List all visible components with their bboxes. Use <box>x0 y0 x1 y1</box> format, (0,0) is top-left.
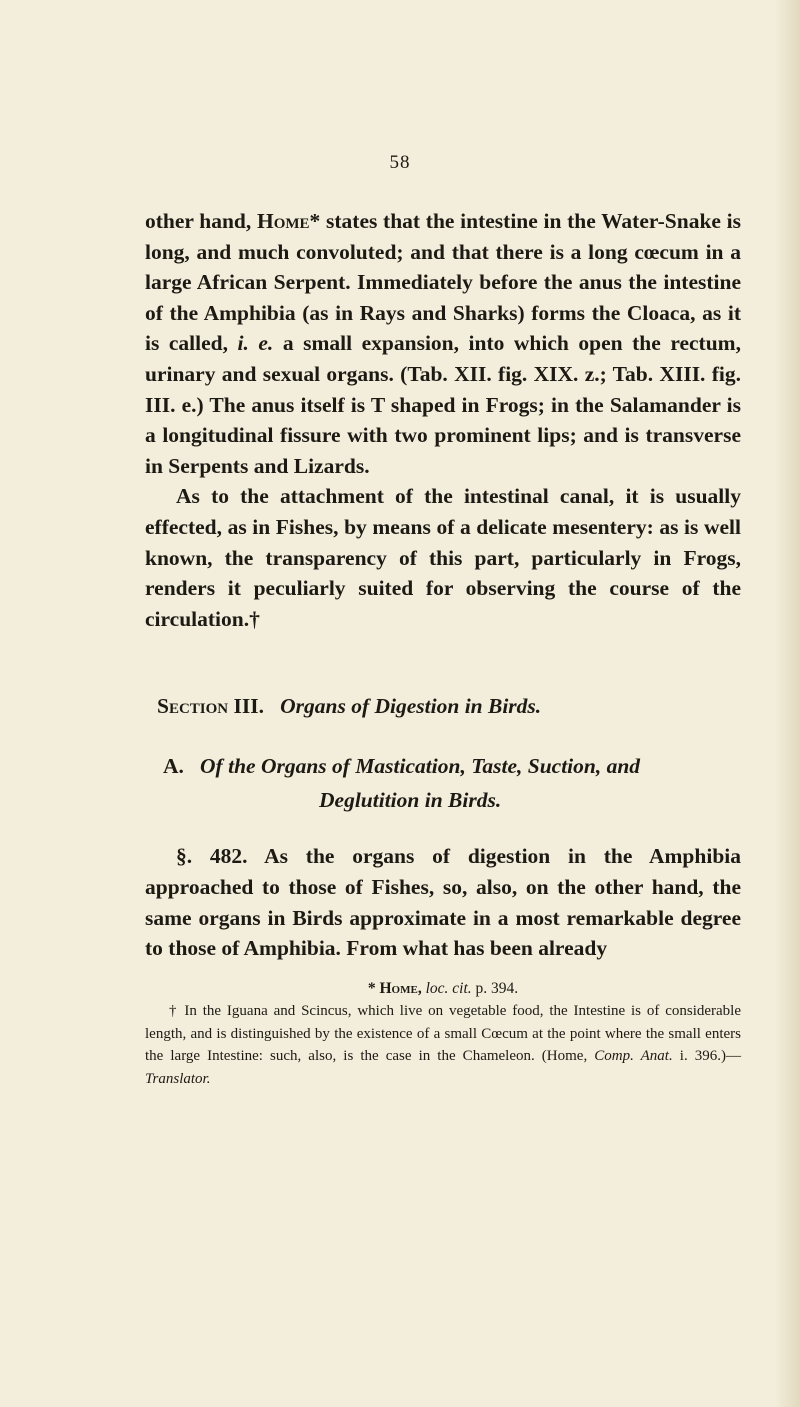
page-edge-shadow <box>774 0 800 1407</box>
paragraph-1-text-b: states that the intestine in the Water-Snake is long, and much convoluted; and that there is a long cœcum in a large African Serpent. Immediately before the anus the intestine of the Amphibia (as in Rays and Sharks) forms the Cloaca, as it is called, <box>145 209 742 356</box>
subsection-letter: A. <box>163 754 184 779</box>
subsection-title-line-1: Of the Organs of Mastication, Taste, Suction, and <box>200 754 641 779</box>
footnote-1-prefix: * Home, <box>367 979 422 997</box>
paragraph-2: As to the attachment of the intestinal canal, it is usually effected, as in Fishes, by means of a delicate mesentery: as is well known, the transparency of this part, particularly in Frogs, renders it peculiarly suited for observing the course of the circulation.† <box>145 484 741 631</box>
paragraph-3: §. 482. As the organs of digestion in the Amphibia approached to those of Fishes, so, also, on the other hand, the same organs in Birds approximate in a most remarkable degree to those of Amphibia. From what has been already <box>145 844 741 961</box>
page-content <box>145 206 741 1090</box>
footnote-1 <box>145 978 741 1001</box>
footnote-1-page: p. 394. <box>475 979 519 997</box>
id-est: i. e. <box>237 331 274 356</box>
paragraph-1 <box>145 206 741 481</box>
footnotes <box>145 978 741 1091</box>
section-label: Section III. <box>157 694 264 719</box>
footnote-1-ref: loc. cit. <box>425 979 472 997</box>
page-number: 58 <box>389 152 411 173</box>
footnote-2-text-a: † In the Iguana and Scincus, which live on vegetable food, the Intestine is of considerable length, and is distinguished by the existence of a small Cœcum at the point where the small enters the large Intestine: such, also, is the case in the Chameleon. (Home, <box>145 1003 741 1065</box>
footnote-2 <box>145 1000 741 1090</box>
paragraph-1-text-c: a small expansion, into which open the rectum, urinary and sexual organs. (Tab. XII. fig. XIX. z.; Tab. XIII. fig. III. e.) The anus itself is T shaped in Frogs; in the Salamander is a longitudinal fissure with two prominent lips; and is transverse in Serpents and Lizards. <box>145 331 741 478</box>
author-home: Home* <box>256 209 321 233</box>
paragraph-1-text-a: other hand, <box>145 209 257 233</box>
footnote-2-credit: Translator. <box>145 1070 211 1087</box>
footnote-2-text-b: i. 396.)— <box>679 1048 741 1065</box>
footnote-2-ref: Comp. Anat. <box>594 1048 673 1065</box>
section-title: Organs of Digestion in Birds. <box>280 694 542 719</box>
section-heading <box>145 694 741 719</box>
subsection-title-line-2: Deglutition in Birds. <box>319 788 502 813</box>
subsection-heading <box>145 749 741 817</box>
